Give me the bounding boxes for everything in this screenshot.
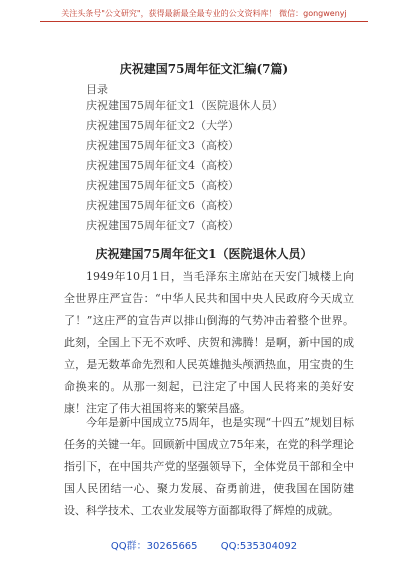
toc-item[interactable]: 庆祝建国75周年征文5（高校）: [86, 179, 239, 192]
body-paragraph: 今年是新中国成立75周年，也是实现“十四五”规划目标任务的关键一年。回顾新中国成立75年来，在党的科学理论指引下，在中国共产党的坚强领导下，全体党员干部和全中国人民团结一心、聚力发展、奋勇前进，使我国在国防建设、科学技术、工农业发展等方面都取得了辉煌的成就。: [64, 416, 354, 517]
toc-item[interactable]: 庆祝建国75周年征文4（高校）: [86, 159, 239, 172]
toc-item[interactable]: 庆祝建国75周年征文6（高校）: [86, 199, 239, 212]
toc-heading: 目录: [86, 83, 108, 96]
body-paragraph: 1949年10月1日，当毛泽东主席站在天安门城楼上向全世界庄严宣告：“中华人民共和国中央人民政府今天成立了！”这庄严的宣告声以排山倒海的气势冲击着整个世界。此刻，全国上下无不欢呼、庆贺和沸腾！是啊，新中国的成立，是无数革命先烈和人民英雄抛头颅洒热血，用宝贵的生命换来的。从那一刻起，已注定了中国人民将来的美好安康！注定了伟大祖国将来的繁荣昌盛。: [64, 270, 354, 415]
toc-item[interactable]: 庆祝建国75周年征文3（高校）: [86, 139, 239, 152]
footer-qq-group: QQ群：30265665: [110, 541, 198, 552]
toc-item[interactable]: 庆祝建国75周年征文7（高校）: [86, 219, 239, 232]
toc-item[interactable]: 庆祝建国75周年征文2（大学）: [86, 119, 239, 132]
document-title: 庆祝建国75周年征文汇编(7篇): [119, 62, 289, 76]
header-divider: [40, 21, 368, 22]
section-title: 庆祝建国75周年征文1（医院退休人员）: [95, 247, 313, 261]
header-banner: 关注头条号"公文研究"，获得最新最全最专业的公文资料库！ 微信：gongwenyj: [61, 9, 347, 18]
footer: [0, 537, 408, 552]
footer-qq: QQ:535304092: [220, 541, 298, 552]
table-of-contents: [86, 96, 283, 236]
toc-item[interactable]: 庆祝建国75周年征文1（医院退休人员）: [86, 99, 283, 112]
